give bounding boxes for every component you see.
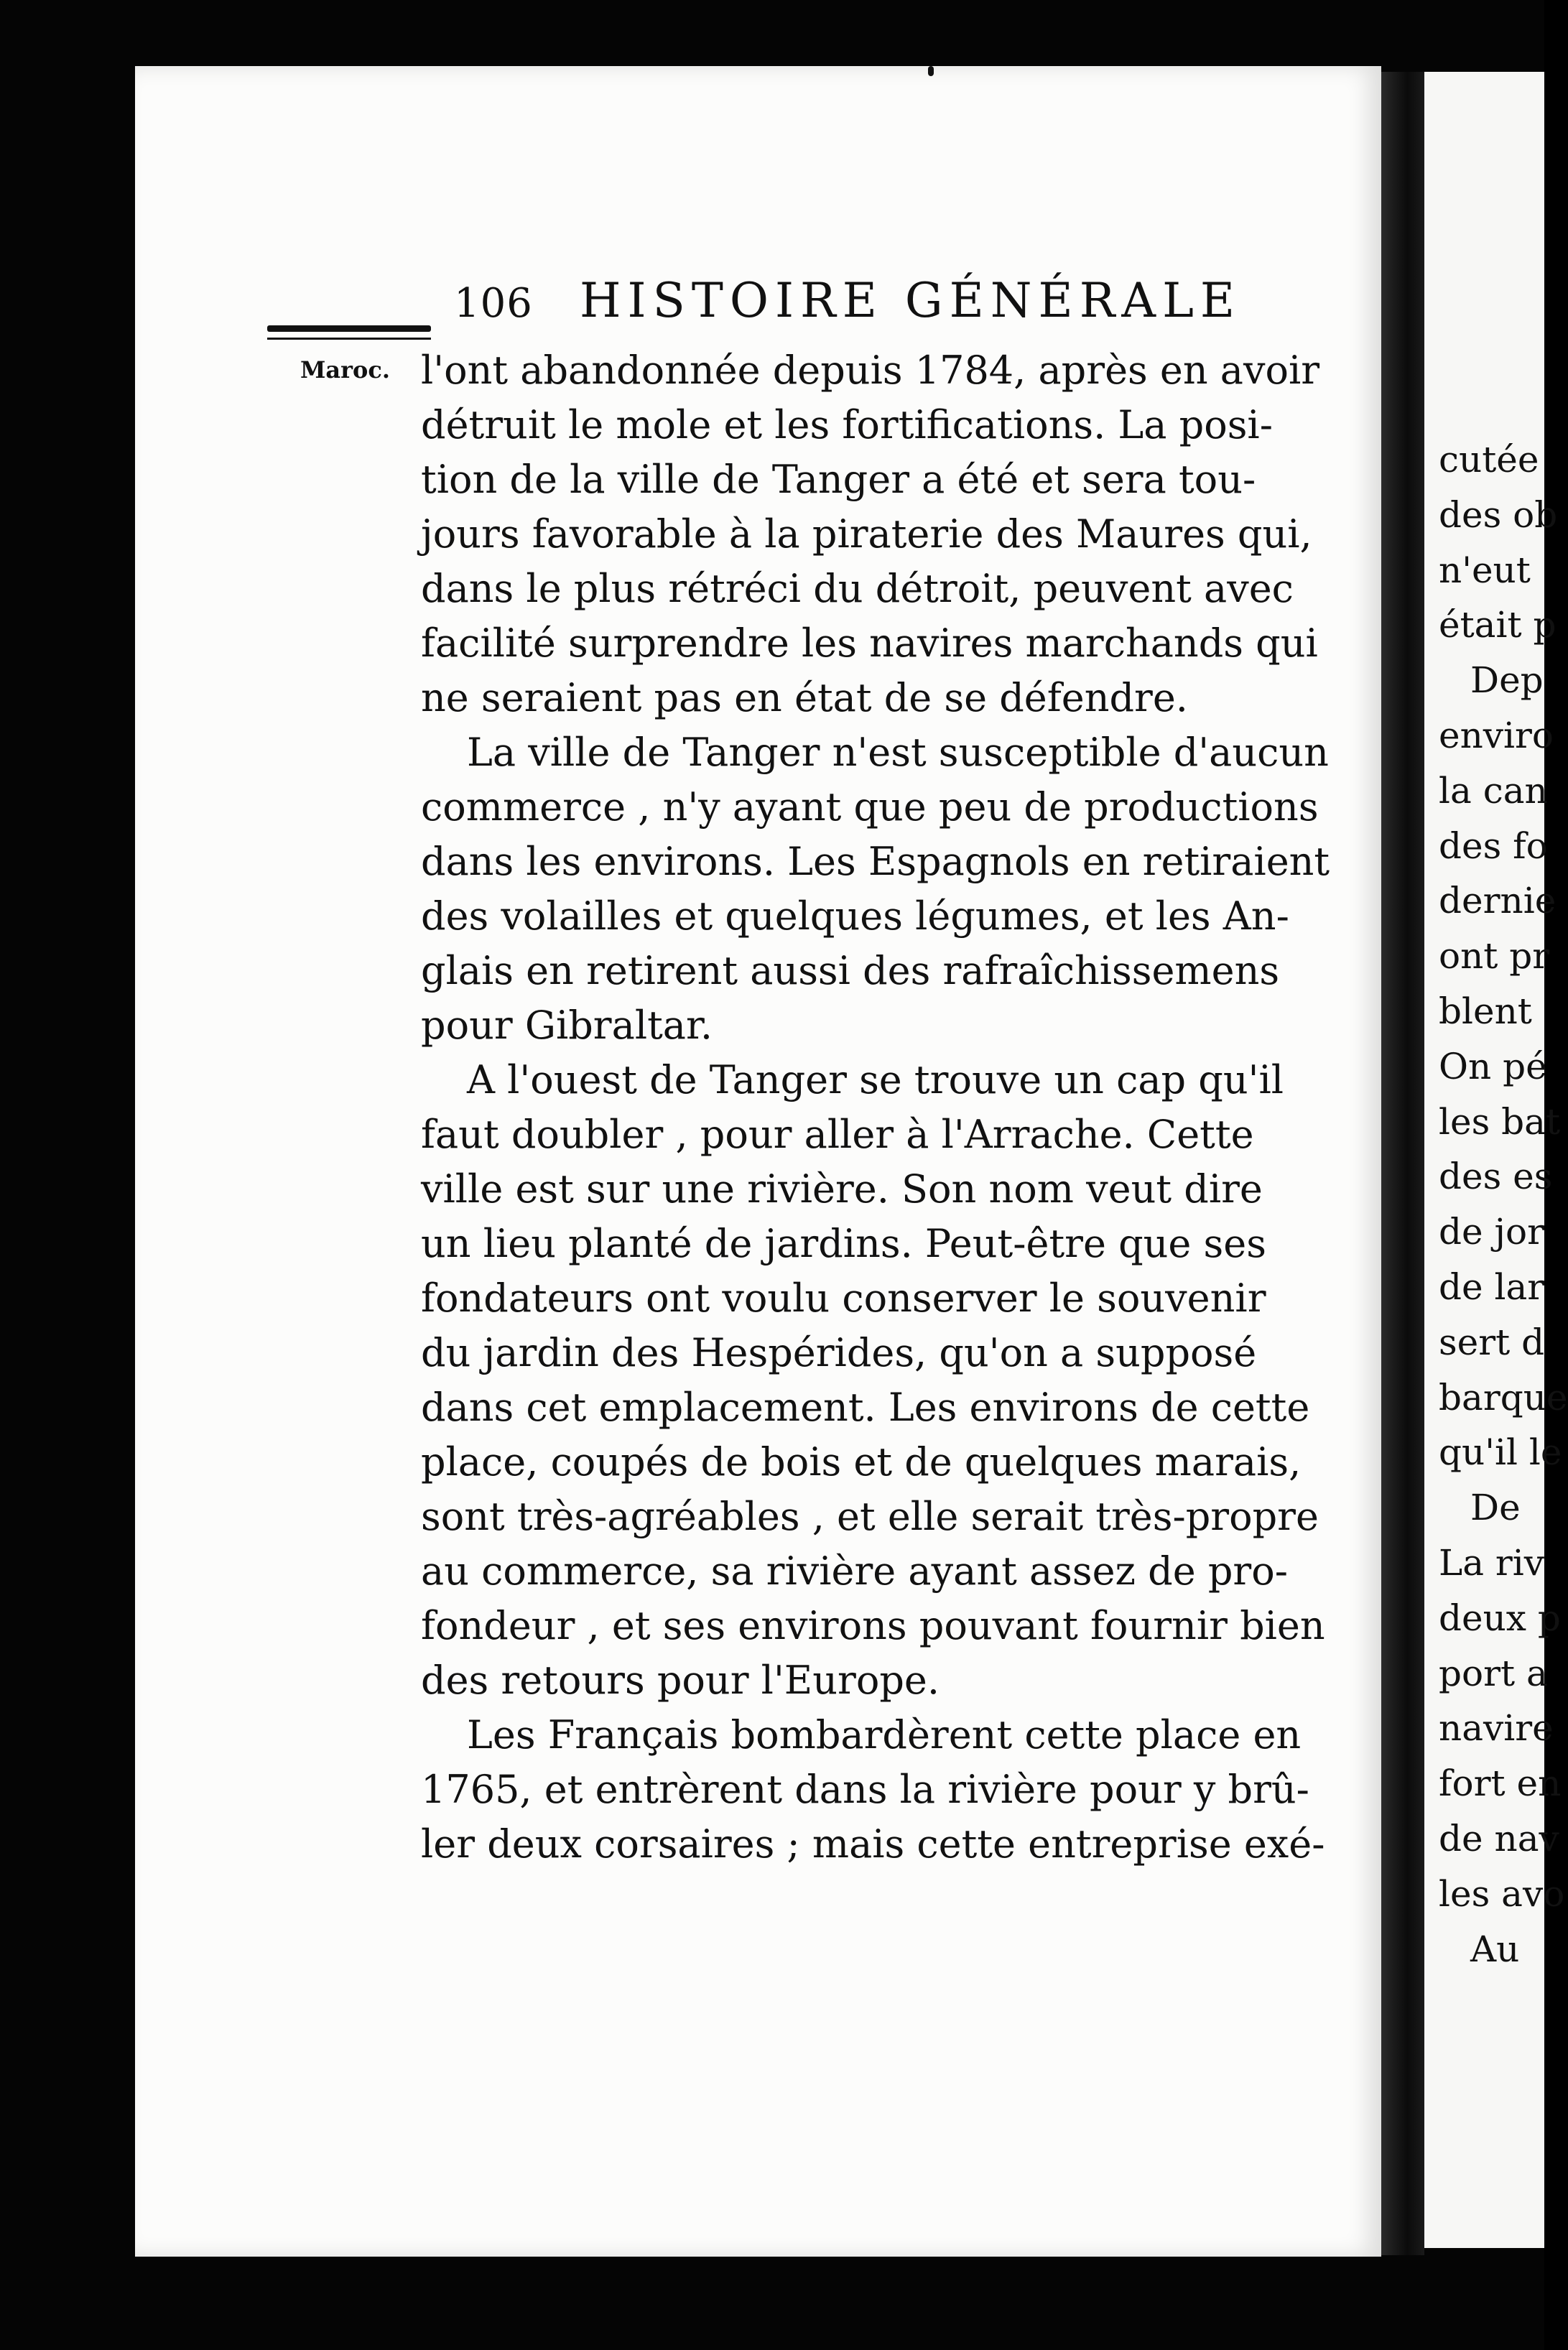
binding-gutter: [1381, 72, 1424, 2255]
text-line: ne seraient pas en état de se défendre.: [421, 675, 1188, 720]
page-number: 106: [454, 280, 533, 327]
right-text-line: dernie: [1439, 880, 1557, 922]
text-line: ville est sur une rivière. Son nom veut dire: [421, 1166, 1263, 1212]
text-line: sont très-agréables , et elle serait très-propre: [421, 1494, 1319, 1539]
right-text-line: On pé: [1439, 1045, 1547, 1087]
text-line: 1765, et entrèrent dans la rivière pour y brû-: [421, 1767, 1309, 1812]
text-line: glais en retirent aussi des rafraîchissemens: [421, 948, 1280, 993]
right-text-line: fort en: [1439, 1762, 1562, 1805]
right-text-line: des es: [1439, 1156, 1553, 1198]
right-text-line: était p: [1439, 604, 1557, 646]
text-line: fondeur , et ses environs pouvant fournir bien: [421, 1603, 1325, 1648]
right-text-line: blent: [1439, 990, 1532, 1032]
ink-speck: [928, 66, 934, 76]
right-text-line: de jor: [1439, 1211, 1544, 1253]
text-line: des volailles et quelques légumes, et les An-: [421, 893, 1289, 939]
right-text-line: enviro: [1439, 714, 1554, 756]
right-text-line: De: [1470, 1487, 1521, 1529]
text-line: dans les environs. Les Espagnols en retiraient: [421, 839, 1330, 884]
right-page-text: [1439, 432, 1568, 1977]
right-page-partial: [1424, 72, 1568, 2248]
text-line: jours favorable à la piraterie des Maures qui,: [421, 511, 1312, 557]
margin-rule-thin: [267, 338, 431, 340]
right-text-line: navire: [1439, 1707, 1554, 1750]
text-line: place, coupés de bois et de quelques marais,: [421, 1439, 1302, 1485]
text-line: facilité surprendre les navires marchands qui: [421, 621, 1318, 666]
right-text-line: ont pr: [1439, 935, 1550, 977]
right-text-line: La riv: [1439, 1541, 1545, 1584]
text-line: faut doubler , pour aller à l'Arrache. Cette: [421, 1112, 1254, 1157]
text-line: du jardin des Hespérides, qu'on a supposé: [421, 1330, 1257, 1375]
right-text-line: de lar: [1439, 1265, 1545, 1308]
text-line: détruit le mole et les fortifications. La posi-: [421, 402, 1273, 447]
right-text-line: cutée: [1439, 439, 1539, 480]
right-text-line: qu'il le: [1439, 1431, 1562, 1474]
text-line: un lieu planté de jardins. Peut-être que ses: [421, 1221, 1266, 1266]
right-text-line: des ob: [1439, 493, 1558, 536]
text-line: tion de la ville de Tanger a été et sera tou-: [421, 457, 1256, 502]
right-text-line: les bat: [1439, 1100, 1561, 1143]
right-text-line: Dep: [1470, 659, 1544, 702]
text-line: dans le plus rétréci du détroit, peuvent avec: [421, 566, 1294, 611]
text-line: Les Français bombardèrent cette place en: [467, 1712, 1302, 1757]
text-line: pour Gibraltar.: [421, 1003, 713, 1048]
right-text-line: n'eut: [1439, 549, 1531, 591]
right-text-line: les avo: [1439, 1872, 1565, 1915]
text-line: au commerce, sa rivière ayant assez de pro-: [421, 1548, 1288, 1594]
text-line: fondateurs ont voulu conserver le souvenir: [421, 1276, 1266, 1321]
text-line: La ville de Tanger n'est susceptible d'aucun: [467, 730, 1329, 775]
running-header: [454, 273, 1241, 330]
text-line: ler deux corsaires ; mais cette entreprise exé-: [421, 1821, 1325, 1867]
text-line: A l'ouest de Tanger se trouve un cap qu'il: [467, 1057, 1284, 1102]
text-line: des retours pour l'Europe.: [421, 1658, 940, 1703]
text-line: dans cet emplacement. Les environs de cette: [421, 1385, 1310, 1430]
margin-note: Maroc.: [300, 356, 390, 384]
running-title: HISTOIRE GÉNÉRALE: [579, 273, 1242, 328]
body-text: [421, 343, 1340, 1872]
right-text-line: Au: [1470, 1928, 1520, 1970]
right-text-line: des fo: [1439, 825, 1548, 867]
margin-rule: [267, 325, 431, 332]
text-line: commerce , n'y ayant que peu de productions: [421, 784, 1319, 830]
right-text-line: de nav: [1439, 1817, 1559, 1859]
right-text-line: deux p: [1439, 1597, 1561, 1639]
right-text-line: sert d: [1439, 1321, 1545, 1363]
right-text-line: port a: [1439, 1652, 1548, 1694]
text-line: l'ont abandonnée depuis 1784, après en avoir: [421, 348, 1320, 393]
right-text-line: barque: [1439, 1376, 1568, 1418]
right-text-line: la can: [1439, 769, 1548, 812]
